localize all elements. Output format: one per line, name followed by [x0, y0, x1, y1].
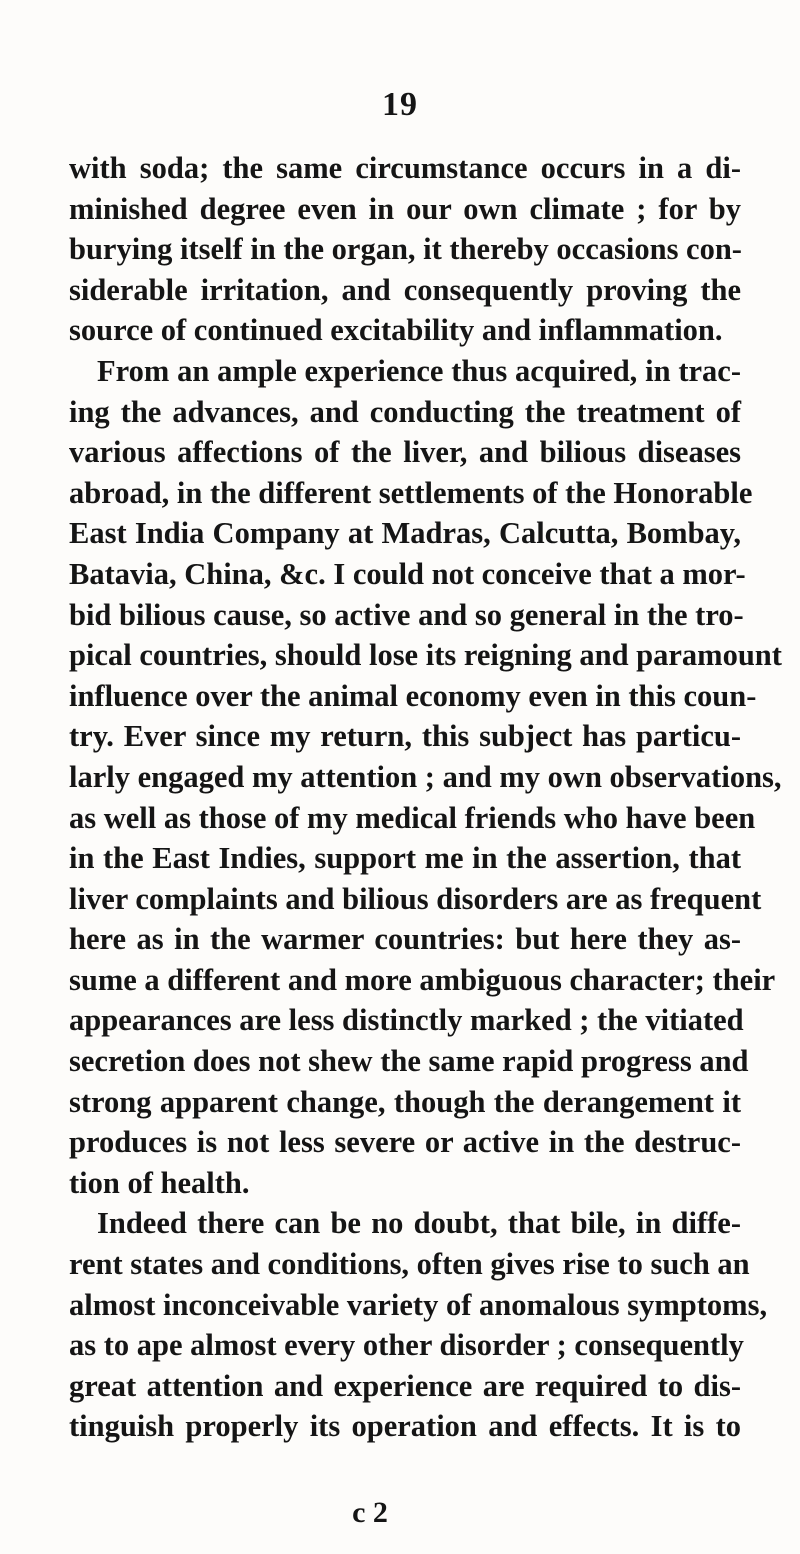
text-line: appearances are less distinctly marked ; the vitiated — [69, 1003, 744, 1038]
text-line: with soda; the same circumstance occurs in a di- — [69, 151, 741, 185]
text-line: burying itself in the organ, it thereby occasions con- — [69, 232, 742, 267]
text-line: larly engaged my attention ; and my own observations, — [69, 759, 782, 794]
text-line: strong apparent change, though the derangement it — [69, 1084, 741, 1119]
page-number: 19 — [382, 86, 418, 123]
text-line: almost inconceivable variety of anomalous symptoms, — [69, 1287, 768, 1322]
text-line: siderable irritation, and consequently proving the — [69, 272, 741, 307]
text-line: bid bilious cause, so active and so general in the tro- — [69, 597, 744, 632]
body-text — [69, 148, 782, 1447]
text-line: produces is not less severe or active in the destruc- — [69, 1125, 741, 1160]
text-line: influence over the animal economy even in this coun- — [69, 678, 757, 713]
signature-mark: c 2 — [352, 1496, 388, 1529]
text-line: tion of health. — [69, 1165, 250, 1200]
text-line: in the East Indies, support me in the assertion, that — [69, 841, 741, 876]
text-line: sume a different and more ambiguous character; their — [69, 962, 776, 997]
text-line: From an ample experience thus acquired, in trac- — [97, 353, 741, 388]
text-line: abroad, in the different settlements of the Honorable — [69, 475, 753, 510]
text-line: ing the advances, and conducting the treatment of — [69, 394, 741, 429]
text-line: various affections of the liver, and bilious diseases — [69, 435, 741, 470]
text-line: liver complaints and bilious disorders are as frequent — [69, 881, 762, 916]
text-line: here as in the warmer countries: but here they as- — [69, 922, 741, 957]
text-line: rent states and conditions, often gives rise to such an — [69, 1247, 750, 1282]
text-line: Indeed there can be no doubt, that bile, in diffe- — [97, 1206, 741, 1241]
text-line: minished degree even in our own climate ; for by — [69, 191, 741, 226]
text-line: pical countries, should lose its reigning and paramount — [69, 638, 782, 673]
text-line: tinguish properly its operation and effects. It is to — [69, 1409, 741, 1444]
text-line: secretion does not shew the same rapid progress and — [69, 1044, 749, 1079]
text-line: as well as those of my medical friends who have been — [69, 800, 756, 835]
text-line: great attention and experience are required to dis- — [69, 1368, 741, 1403]
text-line: Batavia, China, &c. I could not conceive that a mor- — [69, 556, 746, 591]
text-line: East India Company at Madras, Calcutta, Bombay, — [69, 516, 741, 551]
text-line: try. Ever since my return, this subject has particu- — [69, 719, 741, 754]
text-line: source of continued excitability and inflammation. — [69, 313, 723, 348]
text-line: as to ape almost every other disorder ; consequently — [69, 1328, 744, 1363]
